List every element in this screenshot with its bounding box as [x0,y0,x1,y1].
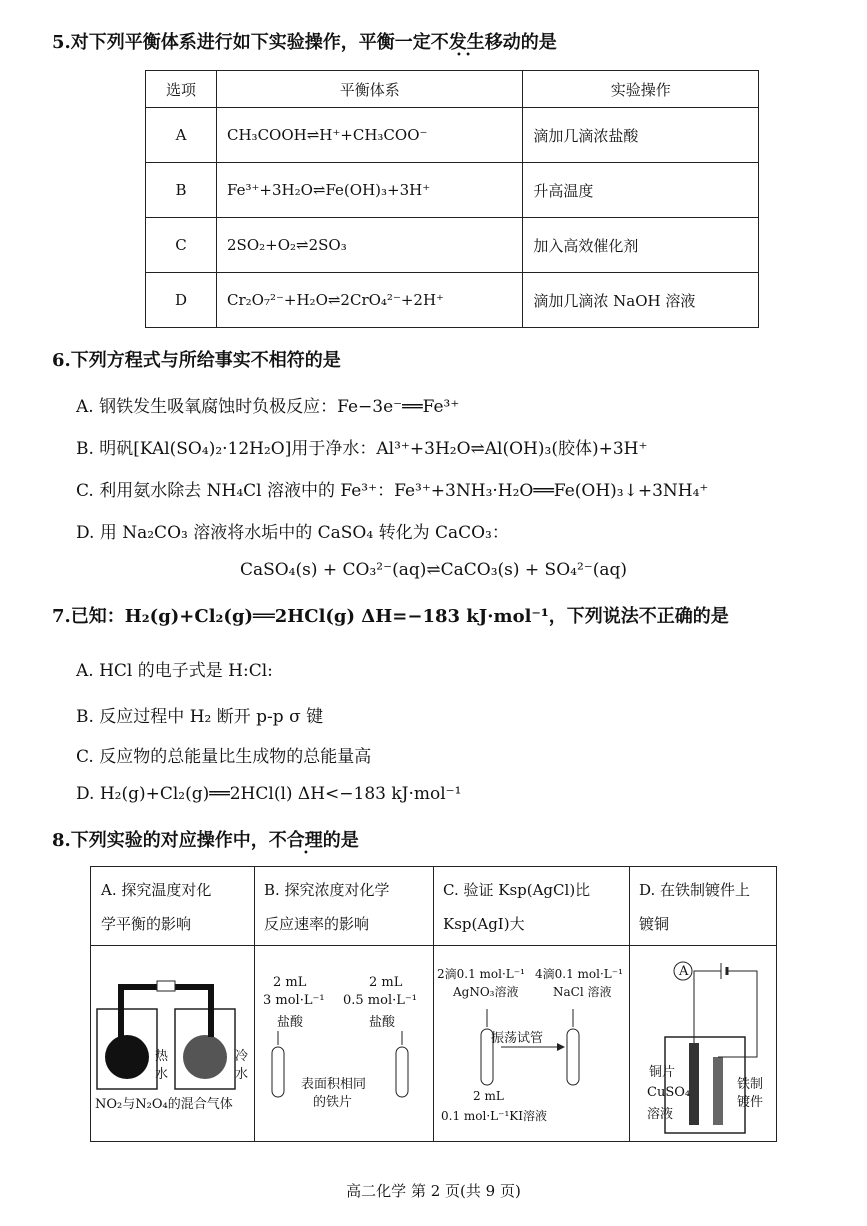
label-iron-2: 的铁片 [313,1095,353,1110]
label-gas-mixture: NO₂与N₂O₄的混合气体 [95,1097,233,1112]
q7-option-b: B. 反应过程中 H₂ 断开 p-p σ 键 [76,707,324,727]
label-nacl: NaCl 溶液 [553,985,612,999]
table-row [146,218,759,273]
label-conc-1: 3 mol·L⁻¹ [263,993,325,1008]
label-shake: 振荡试管 [491,1031,544,1046]
header-operation: 实验操作 [523,71,759,108]
label-volume-2: 2 mL [369,975,403,990]
row-operation: 滴加几滴浓盐酸 [523,108,759,163]
q5-table [145,70,759,328]
label-iron-1: 表面积相同 [301,1077,367,1092]
q8-a-title-line1: A. 探究温度对化 [101,881,212,899]
row-operation: 升高温度 [523,163,759,218]
label-iron-piece: 铁制 [737,1077,764,1092]
label-hot: 热 [155,1049,169,1064]
q7-option-a: A. HCl 的电子式是 H:Cl: [76,661,273,681]
label-cold: 冷 [235,1049,249,1064]
label-hot-water: 水 [155,1067,169,1082]
row-system: CH₃COOH⇌H⁺+CH₃COO⁻ [217,108,523,163]
row-option: A [146,108,217,163]
row-system: 2SO₂+O₂⇌2SO₃ [217,218,523,273]
label-cold-water: 水 [235,1067,249,1082]
label-conc-2: 0.5 mol·L⁻¹ [343,993,417,1008]
table-row [146,163,759,218]
row-option: B [146,163,217,218]
label-plated-part: 镀件 [737,1095,764,1110]
q5-stem: 5.对下列平衡体系进行如下实验操作，平衡一定不发生移动的是 [52,32,557,53]
q8-c-title-line2: Ksp(AgI)大 [443,915,525,933]
row-system: Fe³⁺+3H₂O⇌Fe(OH)₃+3H⁺ [217,163,523,218]
label-volume-1: 2 mL [273,975,307,990]
label-ki-volume: 2 mL [473,1089,504,1103]
q8-col-c-header [433,867,600,947]
q8-c-title-line1: C. 验证 Ksp(AgCl)比 [443,881,591,899]
q6-option-d: D. 用 Na₂CO₃ 溶液将水垢中的 CaSO₄ 转化为 CaCO₃： [76,523,509,543]
row-option: D [146,273,217,328]
q8-col-d-header [629,867,760,947]
page-footer: 高二化学 第 2 页(共 9 页) [346,1182,521,1200]
q8-d-title-line2: 镀铜 [639,915,670,933]
q8-d-title-line1: D. 在铁制镀件上 [639,881,751,899]
header-system: 平衡体系 [217,71,523,108]
q7-option-c: C. 反应物的总能量比生成物的总能量高 [76,747,372,767]
row-operation: 加入高效催化剂 [523,218,759,273]
emphasis-dot: • [303,848,309,859]
header-option: 选项 [146,71,217,108]
ammeter-label: A [679,964,689,979]
label-solution: 溶液 [647,1107,674,1122]
label-agno3: AgNO₃溶液 [453,985,519,999]
label-nacl-amount: 4滴0.1 mol·L⁻¹ [535,967,623,981]
label-ki-solution: 0.1 mol·L⁻¹KI溶液 [441,1109,547,1123]
q6-stem: 6.下列方程式与所给事实不相符的是 [52,350,341,371]
label-agno3-amount: 2滴0.1 mol·L⁻¹ [437,967,525,981]
q8-stem: 8.下列实验的对应操作中，不合理的是 [52,830,359,851]
label-acid-1: 盐酸 [277,1015,304,1030]
q7-option-d: D. H₂(g)+Cl₂(g)══2HCl(l) ΔH<−183 kJ·mol⁻¹ [76,784,462,804]
q8-a-title-line2: 学平衡的影响 [101,915,192,933]
row-operation: 滴加几滴浓 NaOH 溶液 [523,273,759,328]
row-system: Cr₂O₇²⁻+H₂O⇌2CrO₄²⁻+2H⁺ [217,273,523,328]
table-header-row [146,71,759,108]
q8-b-title-line2: 反应速率的影响 [264,915,370,933]
table-row [146,108,759,163]
label-acid-2: 盐酸 [369,1015,396,1030]
table-row [146,273,759,328]
q8-figure-table [90,866,777,1142]
q8-b-title-line1: B. 探究浓度对化学 [264,881,390,899]
label-copper: 铜片 [649,1065,676,1080]
q6-option-c: C. 利用氨水除去 NH₄Cl 溶液中的 Fe³⁺：Fe³⁺+3NH₃·H₂O══Fe(OH)₃↓+3NH₄⁺ [76,481,709,501]
row-option: C [146,218,217,273]
q6-option-a: A. 钢铁发生吸氧腐蚀时负极反应：Fe−3e⁻══Fe³⁺ [76,397,460,417]
label-cuso4: CuSO₄ [647,1085,691,1100]
q8-col-a-header [91,867,221,947]
q6-option-b: B. 明矾[KAl(SO₄)₂·12H₂O]用于净水：Al³⁺+3H₂O⇌Al(OH)₃(胶体)+3H⁺ [76,439,648,459]
q6-option-d-equation: CaSO₄(s) + CO₃²⁻(aq)⇌CaCO₃(s) + SO₄²⁻(aq) [239,560,628,580]
precipitation-diagram [433,1001,629,1101]
q8-col-b-header [254,867,400,947]
q7-stem: 7.已知：H₂(g)+Cl₂(g)══2HCl(g) ΔH=−183 kJ·mol⁻¹，下列说法不正确的是 [52,606,729,627]
emphasis-dots: • • [456,50,471,61]
